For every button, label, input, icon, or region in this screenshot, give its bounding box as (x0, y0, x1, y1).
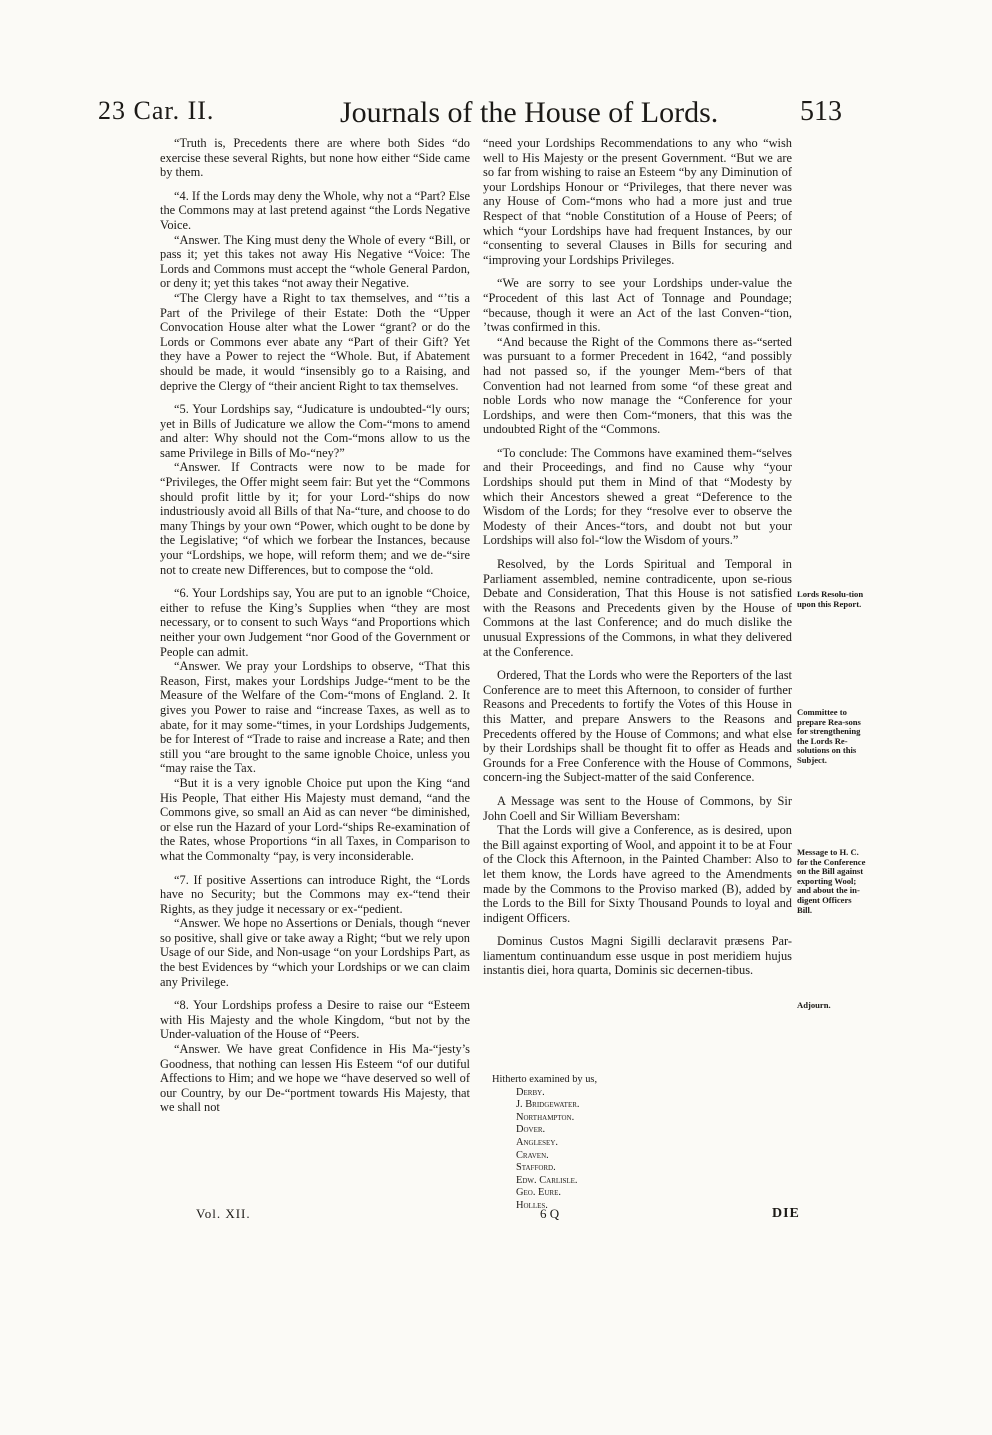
examiner-name: J. Bridgewater. (516, 1099, 580, 1111)
catchword: DIE (772, 1206, 800, 1221)
signature-mark: 6 Q (540, 1206, 560, 1221)
examiner-name: Derby. (516, 1086, 545, 1098)
examiner-names (492, 1087, 597, 1213)
examined-heading: Hitherto examined by us, (492, 1074, 598, 1085)
margin-note: Message to H. C. for the Conference on the Bill against exporting Wool; and about the in-digent Officers Bill. (797, 847, 866, 915)
paragraph: “Answer. The King must deny the Whole of every “Bill, or pass it; yet this takes not away His Negative “Voice: The Lords and Commons must accept the “whole General Pardon, or deny it; yet this takes “not away their Negative. (160, 232, 470, 291)
left-column (160, 136, 470, 1115)
paragraph: “The Clergy have a Right to tax themselves, and “’tis a Part of the Privilege of their Estate: Doth the “Upper Convocation House alter what the Lower “grant? or do the Lords or Commons ever abate any “Part of their Gift? Yet they have a Power to reject the “Whole. But, if Abatement should be made, it would “insensibly go to a Raising, and deprive the Clergy of “their ancient Right to tax themselves. (160, 290, 470, 393)
margin-note: Adjourn. (797, 1000, 831, 1010)
paragraph: “Answer. We hope no Assertions or Denials, though “never so positive, shall give or take away a Right; “but we rely upon Usage of our Side, and Non-usage “on your Lordships Part, as the best Evidences by “which your Lordships or we can claim any Privilege. (160, 916, 470, 989)
paragraph: “Truth is, Precedents there are where both Sides “do exercise these several Rights, but none how either “Side came by them. (160, 136, 470, 180)
examiner-name: Geo. Eure. (516, 1187, 561, 1199)
paragraph: “4. If the Lords may deny the Whole, why not a “Part? Else the Commons may at last pretend against “the Lords Negative Voice. (160, 188, 470, 232)
paragraph: “7. If positive Assertions can introduce Right, the “Lords have no Security; but the Commons may ex-“tend their Rights, as they judge it necessary or ex-“pedient. (160, 872, 470, 916)
header-session: 23 Car. II. (98, 96, 215, 125)
order-paragraph: Ordered, That the Lords who were the Reporters of the last Conference are to meet this Afternoon, to consider of further Reasons and Precedents to fortify the Votes of this House in this Matter, and prepare Answers to the Reasons and Precedents offered by the House of Commons; and what else by their Lordships shall be thought fit to offer as Heads and Grounds for a Free Conference with the House of Commons, concern-ing the Subject-matter of the said Conference. (483, 668, 792, 785)
resolution-paragraph: Resolved, by the Lords Spiritual and Temporal in Parliament assembled, nemine contradicente, upon se-rious Debate and Consideration, That this House is not satisfied with the Reasons and Precedents given by the House of Commons at the last Conference; and do much dislike the unusual Expressions of the Commons, in what they delivered at the Conference. (483, 557, 792, 659)
examiner-name: Edw. Carlisle. (516, 1174, 578, 1186)
paragraph: That the Lords will give a Conference, as is desired, upon the Bill against exporting of Wool, and appoint it to be at Four of the Clock this Afternoon, in the Painted Chamber: Also to let them know, the Lords have agreed to the Amendments made by the Commons to the Proviso marked (B), added by the Lords to the Bill for Sixty Thousand Pounds to loyal and indigent Officers. (483, 823, 792, 925)
volume-label: Vol. XII. (196, 1206, 251, 1221)
examiner-name: Craven. (516, 1149, 549, 1161)
paragraph: “We are sorry to see your Lordships under-value the “Procedent of this last Act of Tonnage and Poundage; “because, though it were an Act of the last Conven-“tion, ’twas confirmed in this. (483, 276, 792, 335)
examiner-name: Dover. (516, 1124, 546, 1136)
margin-note: Committee to prepare Rea-sons for strengthening the Lords Re-solutions on this Subject. (797, 707, 861, 765)
examiner-name: Northampton. (516, 1111, 575, 1123)
page-number: 513 (800, 96, 842, 127)
adjournment-paragraph: Dominus Custos Magni Sigilli declaravit præsens Par-liamentum continuandum esse usque in post meridiem hujus instantis diei, hora quarta, Dominis sic decernen-tibus. (483, 934, 792, 978)
paragraph: “Answer. We pray your Lordships to observe, “That this Reason, First, makes your Lordships Judge-“ment to be the Measure of the Welfare of the Com-“mons of England. 2. It gives you Power to raise and “increase Taxes, as well as to abate, for it may some-“times, in your Lordships Judgements, be for Interest of “Trade to raise and increase a Rate; and then still you “are brought to the same ignoble Choice, unless you “may raise the Tax. (160, 659, 470, 776)
message-paragraph: A Message was sent to the House of Commons, by Sir John Coell and Sir William Beversham: (483, 793, 792, 823)
paragraph: “5. Your Lordships say, “Judicature is undoubted-“ly ours; yet in Bills of Judicature we allow the Com-“mons to amend and alter: Why should not the Com-“mons allow to us the same Privilege in Bills of Mo-“ney?” (160, 402, 470, 460)
paragraph: “Answer. If Contracts were now to be made for “Privileges, the Offer might seem fair: But yet the “Commons should profit little by it; for your Lord-“ships do now industriously avoid all Bills of that Na-“ture, and choose to do many Things by your own “Power, which ought to be done by the Legislative; “of which we forbear the Instances, because your “Lordships, we hope, will reform them; and we de-“sire not to create new Differences, but to compose the “old. (160, 460, 470, 577)
paragraph: “To conclude: The Commons have examined them-“selves and their Proceedings, and find no Cause why “your Lordships should put them in Mind of that “Modesty by which their Ancestors shewed a great “Deference to the Wisdom of the Lords; for they “resolve ever to observe the Modesty of their Ances-“tors, and doubt not but your Lordships will also fol-“low the Wisdom of yours.” (483, 445, 792, 548)
header-title: Journals of the House of Lords. (340, 96, 719, 129)
paragraph: “Answer. We have great Confidence in His Ma-“jesty’s Goodness, that nothing can lessen His Esteem “of our dutiful Affections to Him; and we hope we “have deserved so well of our Country, by our De-“portment towards His Majesty, that we shall not (160, 1042, 470, 1115)
right-column (483, 136, 792, 978)
examiner-name: Holles. (516, 1199, 548, 1211)
paragraph: “But it is a very ignoble Choice put upon the King “and His People, That either His Majesty must demand, “and the Commons give, so small an Aid as can never “be diminished, or else run the Hazard of your Lord-“ships Re-examination of the Rates, whose Proportions “in all Taxes, in Comparison to what the Commonalty “pay, is very inconsiderable. (160, 775, 470, 863)
paragraph: “need your Lordships Recommendations to any who “wish well to His Majesty or the present Government. “But we are so far from wishing to raise an Esteem “by any Diminution of your Lordships Honour or “Privileges, that there never was any House of Com-“mons who had a more just and true Respect of that “noble Constitution of a House of Peers; of which “your Lordships have had frequent Instances, by our “consenting to several Clauses in Bills for securing and “improving your Lordships Privileges. (483, 136, 792, 267)
paragraph: “And because the Right of the Commons there as-“serted was pursuant to a former Precedent in 1642, “and possibly had not passed so, if the younger Mem-“bers of that Convention had not learned from some “of these great and noble Lords who now manage the “Conference for your Lordships, and were then Com-“moners, that this was the undoubted Right of the “Commons. (483, 334, 792, 437)
examiner-name: Stafford. (516, 1162, 556, 1174)
examiner-name: Anglesey. (516, 1136, 558, 1148)
margin-note: Lords Resolu-tion upon this Report. (797, 589, 864, 609)
examined-block (492, 1074, 597, 1213)
paragraph: “6. Your Lordships say, You are put to an ignoble “Choice, either to refuse the King’s Supplies when “they are most necessary, or to consent to such Ways “and Proportions which neither your own Judgement “nor Good of the Government or People can admit. (160, 586, 470, 659)
paragraph: “8. Your Lordships profess a Desire to raise our “Esteem with His Majesty and the whole Kingdom, “but not by the Under-valuation of the House of “Peers. (160, 998, 470, 1042)
